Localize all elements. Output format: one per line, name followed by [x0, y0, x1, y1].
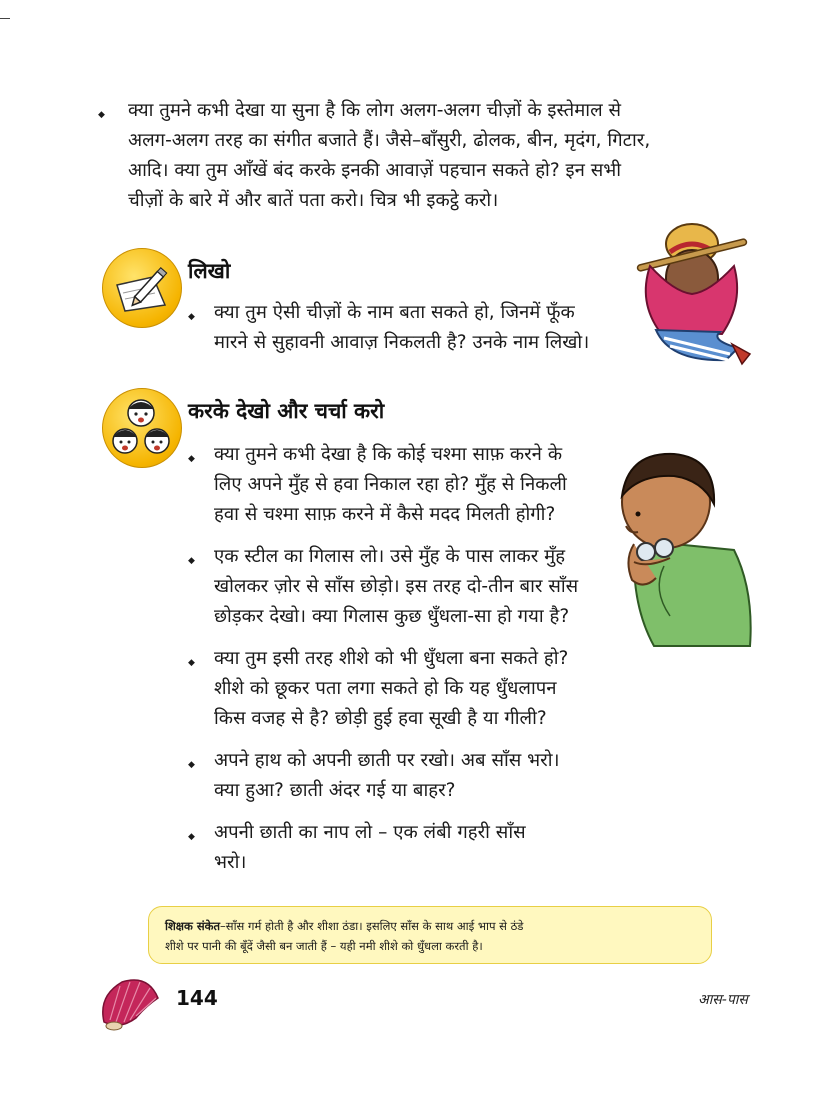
list-item-line: भरो।: [214, 852, 247, 873]
bullet-icon: ◆: [188, 312, 195, 322]
bullet-icon: ◆: [188, 658, 195, 668]
teacher-note: [148, 906, 712, 964]
book-title: आस-पास: [698, 992, 748, 1008]
intro-line: अलग-अलग तरह का संगीत बजाते हैं। जैसे–बाँसुरी, ढोलक, बीन, मृदंग, गिटार,: [128, 130, 651, 151]
crop-mark: [0, 18, 10, 19]
page-number: 144: [176, 986, 218, 1010]
bullet-icon: ◆: [188, 760, 195, 770]
intro-line: चीज़ों के बारे में और बातें पता करो। चित्र भी इकट्ठे करो।: [128, 190, 499, 211]
flute-player-illustration: [630, 222, 754, 376]
write-line: मारने से सुहावनी आवाज़ निकलती है? उनके नाम लिखो।: [214, 332, 590, 353]
children-faces-icon: [102, 388, 182, 468]
list-item-line: अपने हाथ को अपनी छाती पर रखो। अब साँस भरो।: [214, 750, 560, 771]
fan-decoration-icon: [96, 976, 162, 1038]
list-item-line: शीशे को छूकर पता लगा सकते हो कि यह धुँधलापन: [214, 678, 557, 699]
bullet-icon: ◆: [98, 110, 105, 120]
pencil-paper-icon: [102, 248, 182, 328]
list-item-line: छोड़कर देखो। क्या गिलास कुछ धुँधला-सा हो गया है?: [214, 606, 570, 627]
teacher-note-line-2: शीशे पर पानी की बूँदें जैसी बन जाती हैं – यही नमी शीशे को धुँधला करती है।: [165, 939, 483, 953]
list-item-line: क्या हुआ? छाती अंदर गई या बाहर?: [214, 780, 456, 801]
bullet-icon: ◆: [188, 454, 195, 464]
write-heading: लिखो: [188, 259, 231, 283]
list-item-line: एक स्टील का गिलास लो। उसे मुँह के पास लाकर मुँह: [214, 546, 566, 567]
boy-cleaning-glasses-illustration: [604, 440, 754, 654]
discuss-heading: करके देखो और चर्चा करो: [188, 399, 385, 423]
list-item-line: लिए अपने मुँह से हवा निकाल रहा हो? मुँह से निकली: [214, 474, 567, 495]
list-item-line: अपनी छाती का नाप लो – एक लंबी गहरी साँस: [214, 822, 526, 843]
list-item-line: खोलकर ज़ोर से साँस छोड़ो। इस तरह दो-तीन बार साँस: [214, 576, 579, 597]
bullet-icon: ◆: [188, 832, 195, 842]
bullet-icon: ◆: [188, 556, 195, 566]
list-item-line: क्या तुम इसी तरह शीशे को भी धुँधला बना सकते हो?: [214, 648, 569, 669]
list-item-line: क्या तुमने कभी देखा है कि कोई चश्मा साफ़ करने के: [214, 444, 563, 465]
list-item-line: किस वजह से है? छोड़ी हुई हवा सूखी है या गीली?: [214, 708, 547, 729]
intro-line: क्या तुमने कभी देखा या सुना है कि लोग अलग-अलग चीज़ों के इस्तेमाल से: [128, 100, 622, 121]
write-line: क्या तुम ऐसी चीज़ों के नाम बता सकते हो, जिनमें फूँक: [214, 302, 575, 323]
teacher-note-text: –साँस गर्म होती है और शीशा ठंडा। इसलिए साँस के साथ आई भाप से ठंडे: [220, 919, 524, 933]
intro-line: आदि। क्या तुम आँखें बंद करके इनकी आवाज़ें पहचान सकते हो? इन सभी: [128, 160, 622, 181]
teacher-note-line-1: [165, 916, 695, 936]
list-item-line: हवा से चश्मा साफ़ करने में कैसे मदद मिलती होगी?: [214, 504, 556, 525]
teacher-note-label: शिक्षक संकेत: [165, 919, 221, 933]
